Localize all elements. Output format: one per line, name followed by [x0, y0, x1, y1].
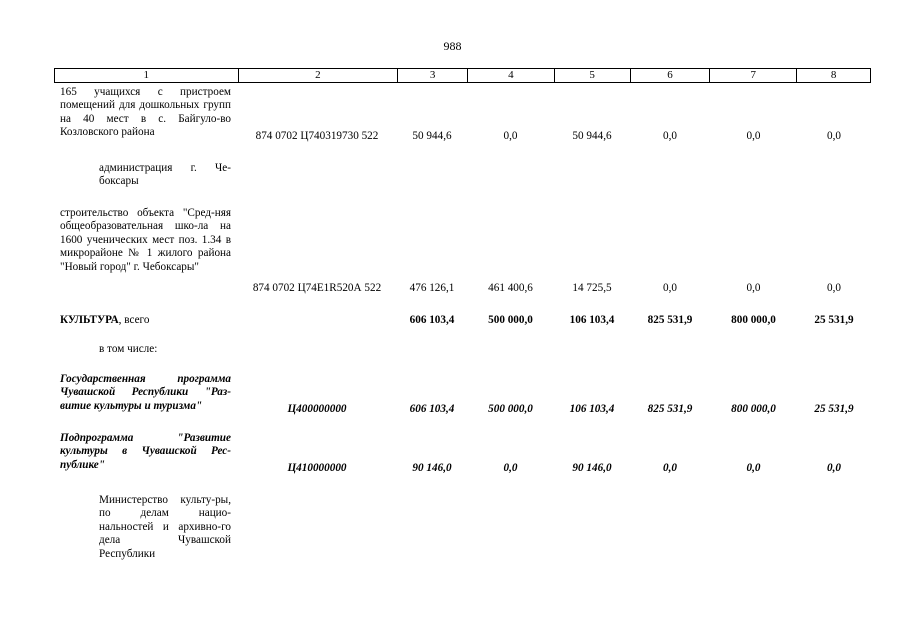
header-col-5: 5	[554, 69, 630, 82]
row-text: Государственная программа Чувашской Республики "Раз-витие культуры и туризма"	[60, 373, 231, 412]
value-col-4: 0,0	[503, 130, 518, 142]
value-col-6: 0,0	[663, 282, 677, 294]
row-text: 165 учащихся с пристроем помещений для дошкольных групп на 40 мест в с. Байгуло-во Козловского района	[60, 86, 231, 139]
value-col-6: 0,0	[663, 462, 677, 474]
value-col-6: 825 531,9	[647, 403, 693, 415]
budget-code: 874 0702 Ц740319730 522	[255, 130, 379, 142]
value-col-5: 90 146,0	[572, 462, 612, 474]
value-col-7: 0,0	[746, 282, 761, 294]
value-col-4: 0,0	[503, 462, 518, 474]
section-title-suffix: , всего	[118, 314, 150, 326]
header-col-8: 8	[796, 69, 870, 82]
value-col-3: 606 103,4	[409, 403, 455, 415]
page-number: 988	[443, 39, 462, 53]
value-col-6: 0,0	[663, 130, 677, 142]
header-col-1: 1	[143, 69, 150, 81]
table-row	[54, 462, 871, 475]
value-col-8: 25 531,9	[814, 403, 854, 415]
row-text: строительство объекта "Сред-няя общеобразовательная шко-ла на 1600 ученических мест поз. 1.34 в микрорайоне № 1 жилого района "Новый город" г. Чебоксары"	[60, 207, 231, 273]
value-col-7: 800 000,0	[731, 314, 776, 326]
table-row	[54, 130, 871, 143]
budget-code: Ц410000000	[287, 462, 347, 474]
row-text: администрация г. Че-боксары	[99, 162, 231, 188]
table-header-row	[54, 68, 871, 83]
value-col-8: 0,0	[827, 282, 841, 294]
value-col-7: 800 000,0	[731, 403, 776, 415]
value-col-3: 90 146,0	[412, 462, 452, 474]
value-col-4: 500 000,0	[488, 403, 533, 415]
row-text: в том числе:	[99, 343, 158, 355]
value-col-7: 0,0	[746, 130, 761, 142]
value-col-3: 606 103,4	[409, 314, 455, 326]
value-col-8: 25 531,9	[814, 314, 854, 326]
value-col-5: 14 725,5	[572, 282, 612, 294]
value-col-5: 106 103,4	[569, 403, 615, 415]
row-text: Подпрограмма "Развитие культуры в Чувашской Рес-публике"	[60, 432, 231, 471]
header-col-7: 7	[709, 69, 796, 82]
table-row	[54, 403, 871, 416]
section-title: КУЛЬТУРА	[60, 314, 119, 326]
header-col-3: 3	[397, 69, 467, 82]
value-col-8: 0,0	[827, 462, 841, 474]
table-row	[54, 314, 871, 327]
budget-code: Ц400000000	[287, 403, 347, 415]
header-col-2: 2	[238, 69, 398, 82]
value-col-5: 106 103,4	[569, 314, 615, 326]
value-col-3: 50 944,6	[412, 130, 452, 142]
value-col-4: 461 400,6	[488, 282, 533, 294]
value-col-3: 476 126,1	[409, 282, 455, 294]
budget-code: 874 0702 Ц74Е1R520А 522	[252, 282, 382, 294]
header-col-6: 6	[630, 69, 710, 82]
header-col-4: 4	[467, 69, 554, 82]
row-text: Министерство культу-ры, по делам нацио-нальностей и архивно-го дела Чувашской Республики	[99, 494, 231, 560]
value-col-8: 0,0	[827, 130, 841, 142]
value-col-4: 500 000,0	[488, 314, 533, 326]
value-col-7: 0,0	[746, 462, 761, 474]
value-col-6: 825 531,9	[647, 314, 693, 326]
value-col-5: 50 944,6	[572, 130, 612, 142]
table-row	[54, 282, 871, 295]
